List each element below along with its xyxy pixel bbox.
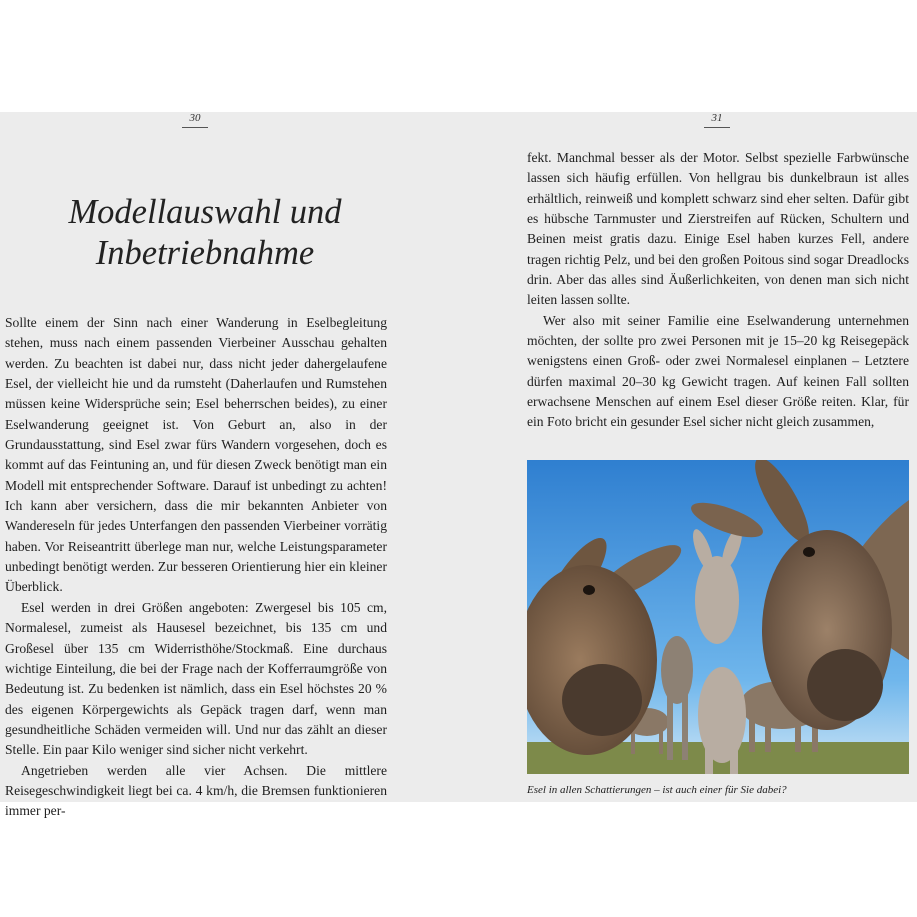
photo-caption: Esel in allen Schattierungen – ist auch einer für Sie dabei?	[527, 784, 787, 796]
paragraph: fekt. Manchmal besser als der Motor. Selbst spezielle Farbwünsche lassen sich häufig erfüllen. Von hellgrau bis dunkelbraun ist alles erhältlich, reinweiß und komplett schwarz sind eher selten. Dafür gibt es hübsche Tarnmuster und Zierstreifen auf Rücken, Schultern und Beinen meist gratis dazu. Einige Esel haben kurzes Fell, andere tragen richtig Pelz, und bei den großen Poitous sind sogar Dreadlocks drin. Aber das alles sind Äußerlichkeiten, von denen man sich nicht leiten lassen sollte.	[527, 150, 909, 308]
chapter-title	[20, 192, 390, 274]
page-number-rule	[182, 127, 208, 128]
page-number-right: 31	[697, 112, 737, 128]
chapter-title-line-2: Inbetriebnahme	[95, 234, 315, 272]
right-column-text	[527, 148, 909, 433]
chapter-title-line-1: Modellauswahl und	[68, 193, 342, 231]
book-spread	[0, 112, 917, 819]
paragraph: Sollte einem der Sinn nach einer Wanderung in Eselbegleitung stehen, muss nach einem passenden Vierbeiner Ausschau gehalten werden. Zu beachten ist dabei nur, dass nicht jeder dahergelaufene Esel, der vielleicht hie und da rumsteht (Daherlaufen und Rumstehen müssen keine Widersprüche sein; Esel beherrschen beides), zu einer Eselwanderung geeignet ist. Von Geburt an, also in der Grundausstattung, sind Esel zwar fürs Wandern vorgesehen, doch es kommt auf das Feintuning an, und für diesen Zweck benötigt man ein Modell mit entsprechender Software. Darauf ist unbedingt zu achten! Ich kann aber versichern, dass die mir bekannten Anbieter von Wandereseln für jedes Unterfangen den passenden Vierbeiner vorrätig haben. Vor Reiseantritt überlege man nur, welche Leistungsparameter unbedingt benötigt werden. Zur besseren Orientierung hier ein kleiner Überblick.	[5, 315, 387, 595]
paragraph: Angetrieben werden alle vier Achsen. Die mittlere Reisegeschwindigkeit liegt bei ca. 4 km/h, die Bremsen funktionieren immer per-	[5, 762, 387, 819]
page-number-rule	[704, 127, 730, 128]
donkeys-photo	[527, 460, 909, 774]
page-number-left: 30	[175, 112, 215, 128]
left-column-text	[5, 313, 387, 822]
paragraph: Wer also mit seiner Familie eine Eselwanderung unternehmen möchten, der sollte pro zwei Personen mit je 15–20 kg Reisegepäck wenigstens einen Groß- oder zwei Normalesel einplanen – Letztere dürfen maximal 20–30 kg Gewicht tragen. Auf keinen Fall sollten erwachsene Menschen auf einem Esel dieser Größe reiten. Klar, für ein Foto bricht ein gesunder Esel sicher nicht gleich zusammen,	[527, 312, 909, 430]
donkeys-illustration	[527, 460, 909, 774]
paragraph: Esel werden in drei Größen angeboten: Zwergesel bis 105 cm, Normalesel, zumeist als Hausesel bezeichnet, bis 135 cm und Großesel über 135 cm Widerristhöhe/Stockmaß. Eine durchaus wichtige Einteilung, die bei der Frage nach der Kofferraumgröße von Bedeutung ist. Zu bedenken ist nämlich, dass ein Esel höchstes 20 % des eigenen Körpergewichts als Gepäck tragen darf, wenn man gesundheitliche Schäden vermeiden will. Und nur das zählt an dieser Stelle. Ein paar Kilo weniger sind sicher nicht verkehrt.	[5, 599, 387, 758]
